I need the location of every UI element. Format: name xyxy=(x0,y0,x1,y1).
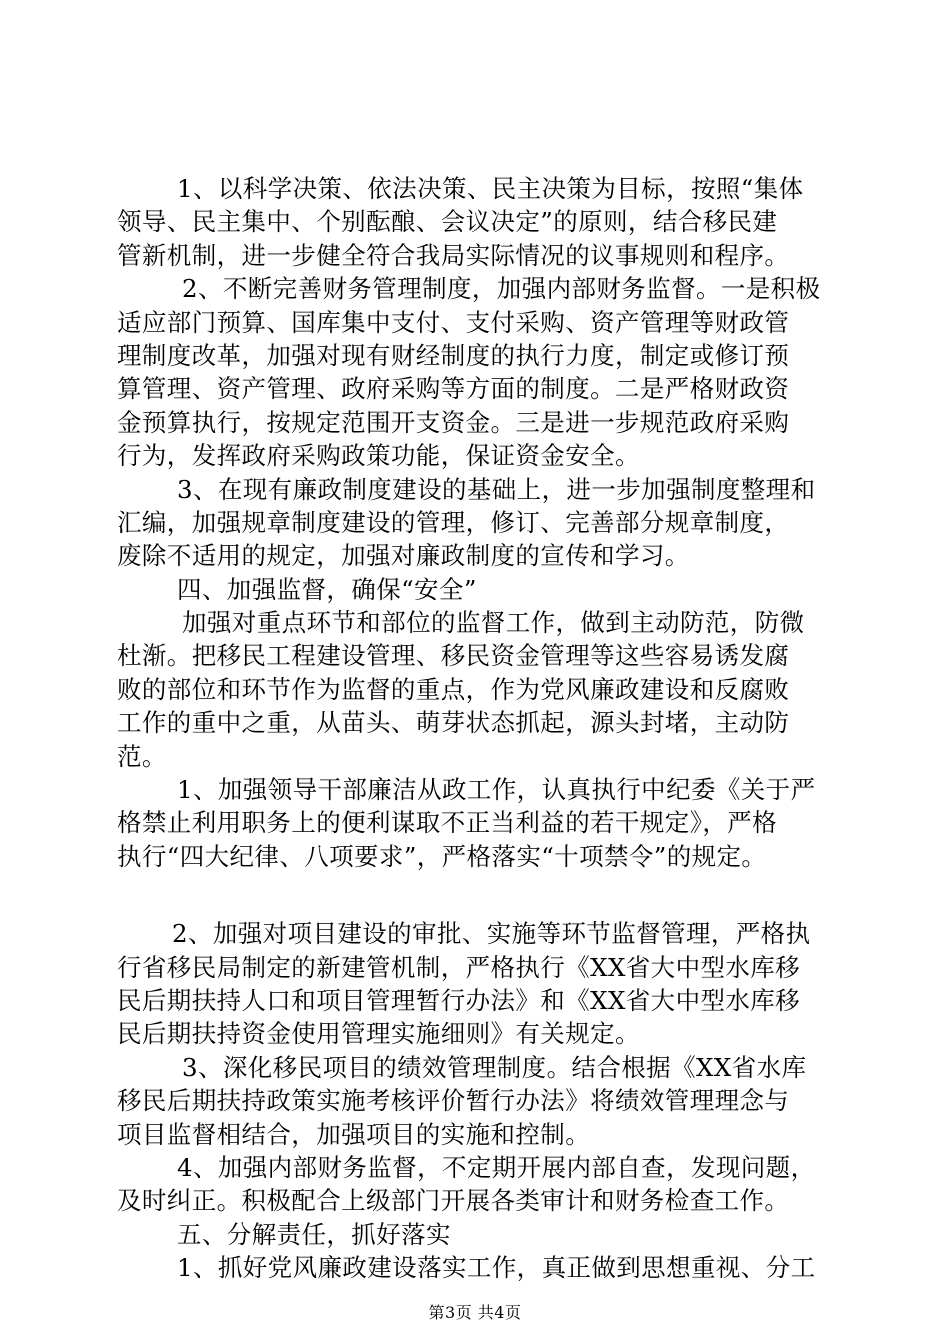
body-text xyxy=(117,172,847,1285)
text-line: 2、加强对项目建设的审批、实施等环节监督管理，严格执 xyxy=(172,919,811,949)
text-line: 移民后期扶持政策实施考核评价暂行办法》将绩效管理理念与 xyxy=(117,1086,790,1116)
page-footer: 第3页 共4页 xyxy=(428,1303,522,1322)
text-line: 4、加强内部财务监督，不定期开展内部自查，发现问题， xyxy=(177,1152,816,1182)
text-line: 适应部门预算、国库集中支付、支付采购、资产管理等财政管 xyxy=(117,307,790,337)
text-line: 管新机制，进一步健全符合我局实际情况的议事规则和程序。 xyxy=(117,240,790,270)
text-line: 民后期扶持资金使用管理实施细则》有关规定。 xyxy=(117,1019,640,1049)
text-line: 行为，发挥政府采购政策功能，保证资金安全。 xyxy=(117,441,640,471)
text-line: 金预算执行，按规定范围开支资金。三是进一步规范政府采购 xyxy=(117,407,790,437)
text-line: 工作的重中之重，从苗头、萌芽状态抓起，源头封堵，主动防 xyxy=(117,708,790,738)
text-line: 及时纠正。积极配合上级部门开展各类审计和财务检查工作。 xyxy=(117,1186,790,1216)
text-line: 2、不断完善财务管理制度，加强内部财务监督。一是积极 xyxy=(182,274,821,304)
text-line: 1、加强领导干部廉洁从政工作，认真执行中纪委《关于严 xyxy=(177,775,816,805)
text-line: 废除不适用的规定，加强对廉政制度的宣传和学习。 xyxy=(117,541,690,571)
text-line: 民后期扶持人口和项目管理暂行办法》和《XX省大中型水库移 xyxy=(117,985,801,1015)
text-line: 1、抓好党风廉政建设落实工作，真正做到思想重视、分工 xyxy=(177,1253,816,1283)
section-heading: 五、分解责任，抓好落实 xyxy=(177,1219,451,1249)
text-line: 3、在现有廉政制度建设的基础上，进一步加强制度整理和 xyxy=(177,474,816,504)
text-line: 杜渐。把移民工程建设管理、移民资金管理等这些容易诱发腐 xyxy=(117,641,790,671)
text-line: 格禁止利用职务上的便利谋取不正当利益的若干规定》，严格 xyxy=(117,808,778,838)
text-line: 加强对重点环节和部位的监督工作，做到主动防范，防微 xyxy=(182,608,805,638)
text-line: 算管理、资产管理、政府采购等方面的制度。二是严格财政资 xyxy=(117,374,790,404)
text-line: 败的部位和环节作为监督的重点，作为党风廉政建设和反腐败 xyxy=(117,674,790,704)
section-heading: 四、加强监督，确保“安全” xyxy=(177,574,477,604)
text-line: 汇编，加强规章制度建设的管理，修订、完善部分规章制度， xyxy=(117,507,790,537)
text-line: 1、以科学决策、依法决策、民主决策为目标，按照“集体 xyxy=(177,174,804,203)
text-line: 范。 xyxy=(117,741,167,771)
text-line: 理制度改革，加强对现有财经制度的执行力度，制定或修订预 xyxy=(117,340,790,370)
paragraph-gap xyxy=(117,873,847,917)
text-line: 3、深化移民项目的绩效管理制度。结合根据《XX省水库 xyxy=(182,1052,807,1082)
text-line: 领导、民主集中、个别酝酿、会议决定”的原则，结合移民建 xyxy=(117,207,778,237)
text-line: 项目监督相结合，加强项目的实施和控制。 xyxy=(117,1119,591,1149)
text-line: 行省移民局制定的新建管机制，严格执行《XX省大中型水库移 xyxy=(117,952,801,982)
text-line: 执行“四大纪律、八项要求”，严格落实“十项禁令”的规定。 xyxy=(117,841,767,871)
